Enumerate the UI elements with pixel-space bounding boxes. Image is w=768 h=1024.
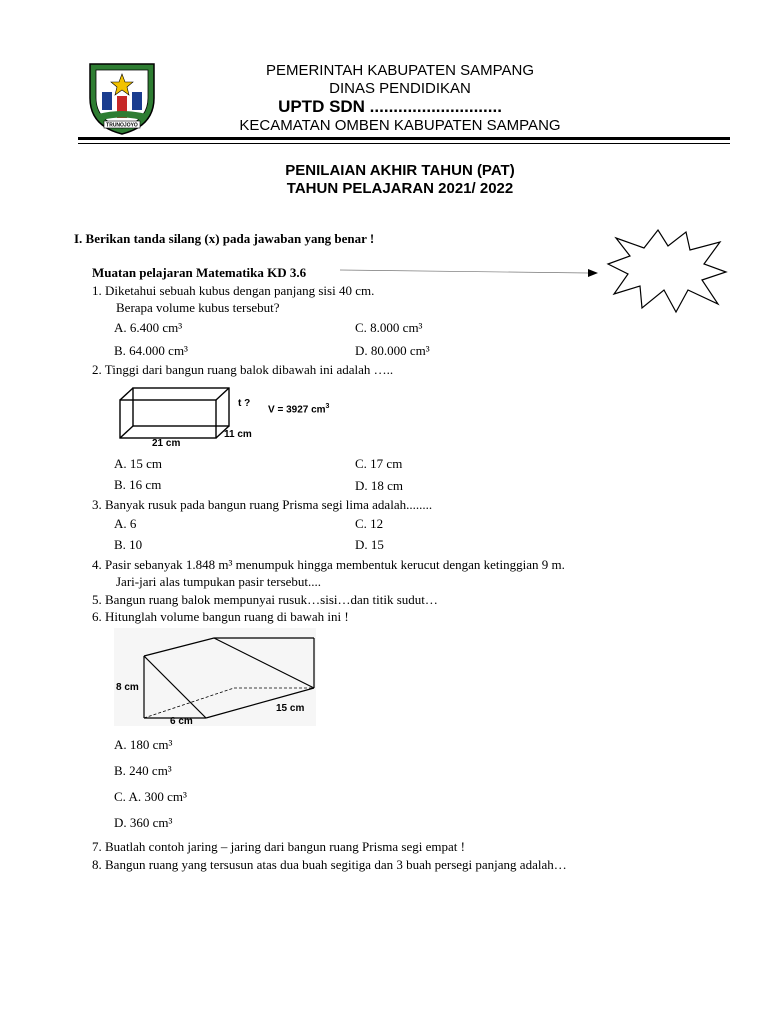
question-6: 6. Hitunglah volume bangun ruang di bawah ini ! — [92, 609, 349, 624]
question-1-line-2: Berapa volume kubus tersebut? — [116, 300, 280, 315]
question-3: 3. Banyak rusuk pada bangun ruang Prisma segi lima adalah........ — [92, 497, 433, 512]
q6-option-a[interactable]: A. 180 cm³ — [114, 737, 173, 752]
q1-option-a[interactable]: A. 6.400 cm³ — [114, 320, 183, 335]
q6-option-b[interactable]: B. 240 cm³ — [114, 763, 172, 778]
subject-label: Muatan pelajaran Matematika KD 3.6 — [92, 265, 307, 280]
prism-width-label: 6 cm — [170, 716, 193, 727]
prism-height-label: 8 cm — [116, 682, 139, 693]
q6-option-d[interactable]: D. 360 cm³ — [114, 815, 173, 830]
q3-option-a[interactable]: A. 6 — [114, 516, 137, 531]
score-starburst — [606, 228, 728, 314]
exam-year: TAHUN PELAJARAN 2021/ 2022 — [286, 180, 514, 197]
header-rule-thick — [78, 137, 730, 140]
question-2: 2. Tinggi dari bangun ruang balok dibawah ini adalah ….. — [92, 362, 394, 377]
q2-option-a[interactable]: A. 15 cm — [114, 456, 163, 471]
question-4: 4. Pasir sebanyak 1.848 m³ menumpuk hingga membentuk kerucut dengan ketinggian 9 m. — [92, 557, 565, 572]
section-instruction: I. Berikan tanda silang (x) pada jawaban yang benar ! — [74, 231, 375, 246]
q1-option-b[interactable]: B. 64.000 cm³ — [114, 343, 188, 358]
q3-option-d[interactable]: D. 15 — [355, 537, 384, 552]
pointer-arrow — [340, 264, 602, 278]
exam-title: PENILAIAN AKHIR TAHUN (PAT) — [285, 162, 515, 179]
q2-option-b[interactable]: B. 16 cm — [114, 477, 162, 492]
q1-option-d[interactable]: D. 80.000 cm³ — [355, 343, 430, 358]
question-4-line-2: Jari-jari alas tumpukan pasir tersebut.... — [116, 574, 322, 589]
q3-option-b[interactable]: B. 10 — [114, 537, 143, 552]
header-government: PEMERINTAH KABUPATEN SAMPANG — [265, 62, 535, 79]
q6-option-c[interactable]: C. A. 300 cm³ — [114, 789, 187, 804]
question-8: 8. Bangun ruang yang tersusun atas dua buah segitiga dan 3 buah persegi panjang adalah… — [92, 857, 567, 872]
prism-length-label: 15 cm — [276, 703, 305, 714]
question-7: 7. Buatlah contoh jaring – jaring dari bangun ruang Prisma segi empat ! — [92, 839, 465, 854]
q1-option-c[interactable]: C. 8.000 cm³ — [355, 320, 423, 335]
svg-text:TRUNOJOYO: TRUNOJOYO — [106, 122, 138, 129]
q2-option-c[interactable]: C. 17 cm — [355, 456, 403, 471]
q2-option-d[interactable]: D. 18 cm — [355, 478, 404, 493]
cuboid-figure — [116, 384, 346, 450]
question-1: 1. Diketahui sebuah kubus dengan panjang sisi 40 cm. — [92, 283, 375, 298]
cuboid-volume-unit-exponent: 3 — [325, 403, 330, 410]
header-school: UPTD SDN ............................ — [278, 97, 502, 116]
header-rule-thin — [78, 143, 730, 144]
cuboid-height-label: t ? — [238, 398, 251, 409]
q3-option-c[interactable]: C. 12 — [355, 516, 384, 531]
question-5: 5. Bangun ruang balok mempunyai rusuk…sisi…dan titik sudut… — [92, 592, 438, 607]
header-district: KECAMATAN OMBEN KABUPATEN SAMPANG — [239, 117, 561, 134]
cuboid-length-label: 21 cm — [152, 438, 181, 449]
cuboid-width-label: 11 cm — [224, 429, 252, 440]
header-department: DINAS PENDIDIKAN — [329, 80, 471, 97]
cuboid-volume-label: V = 3927 $cm^3$ — [268, 403, 330, 416]
